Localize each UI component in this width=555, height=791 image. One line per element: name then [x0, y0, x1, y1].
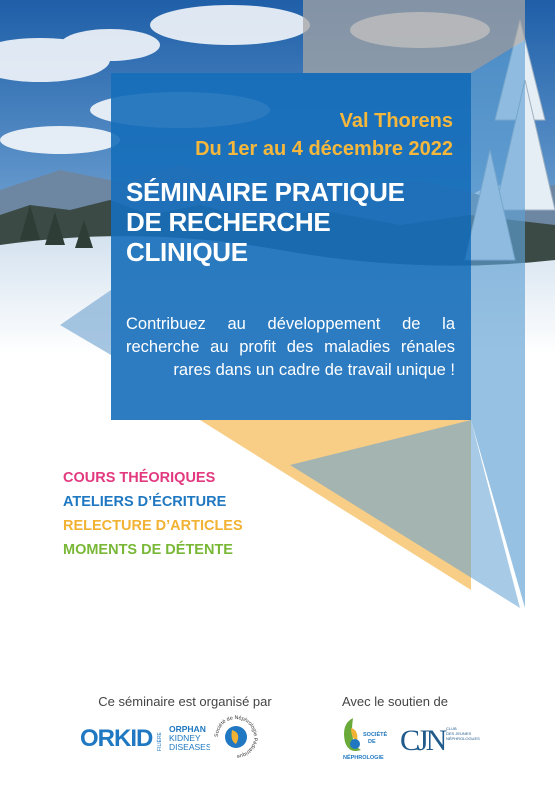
activity-review: RELECTURE D’ARTICLES [63, 518, 243, 534]
activity-relax: MOMENTS DE DÉTENTE [63, 542, 233, 558]
activity-list [63, 466, 243, 562]
orkid-line-1: ORPHAN [169, 724, 206, 734]
title-line-1: SÉMINAIRE PRATIQUE [126, 177, 405, 207]
svg-text:Société de Néphrologie Pédiatr: Société de Néphrologie Pédiatrique [213, 714, 259, 760]
event-location-dates [195, 107, 453, 163]
title-line-2: DE RECHERCHE [126, 207, 331, 237]
orkid-line-2: KIDNEY [169, 733, 201, 743]
orkid-filiere: FILIÈRE [157, 732, 163, 751]
cjn-line-3: NÉPHROLOGUES [446, 736, 480, 741]
cjn-line-2: DES JEUNES [446, 731, 472, 736]
orkid-wordmark: ORKID [80, 725, 153, 752]
cjn-mark: CJN [400, 724, 445, 757]
main-info-panel [111, 73, 471, 420]
activity-writing: ATELIERS D’ÉCRITURE [63, 494, 227, 510]
sn-line-3: NÉPHROLOGIE [343, 755, 384, 761]
sn-line-1: SOCIÉTÉ [363, 732, 388, 738]
cjn-logo [400, 716, 480, 760]
snp-seal-logo [212, 713, 260, 761]
lead-text: Contribuez au développement de la recherche au profit des maladies rénales rares dans un cadre de travail unique ! [126, 315, 455, 379]
seminar-title [126, 177, 405, 267]
activity-theory: COURS THÉORIQUES [63, 470, 216, 486]
sn-logo [335, 714, 391, 762]
orkid-line-3: DISEASES [169, 742, 210, 752]
support-label: Avec le soutien de [342, 694, 448, 709]
event-dates: Du 1er au 4 décembre 2022 [195, 138, 453, 160]
organizer-label: Ce séminaire est organisé par [98, 694, 272, 709]
sn-line-2: DE [368, 739, 376, 745]
orkid-logo [80, 722, 210, 754]
cjn-line-1: CLUB [446, 726, 457, 731]
event-location: Val Thorens [339, 110, 453, 132]
title-line-3: CLINIQUE [126, 237, 248, 267]
